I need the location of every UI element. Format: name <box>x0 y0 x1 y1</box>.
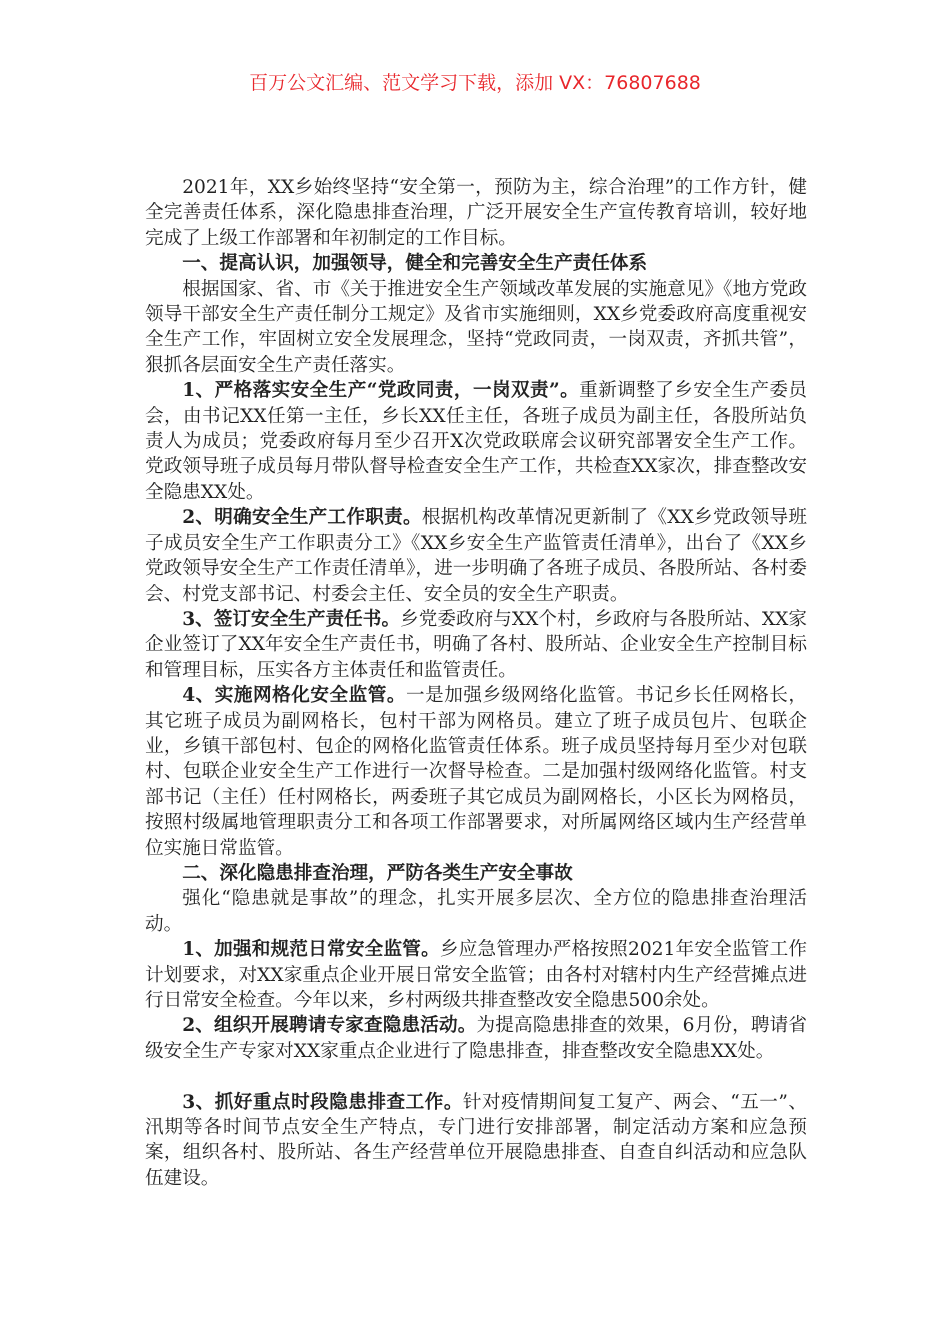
item-body: 针对疫情期间复工复产、两会、“五一”、汛期等各时间节点安全生产特点，专门进行安排部署，制定活动方案和应急预案，组织各村、股所站、各生产经营单位开展隐患排查、自查自纠活动和应急队伍建设。 <box>145 1091 807 1189</box>
intro-paragraph: 2021年，XX乡始终坚持“安全第一，预防为主，综合治理”的工作方针，健全完善责任体系，深化隐患排查治理，广泛开展安全生产宣传教育培训，较好地完成了上级工作部署和年初制定的工作目标。 <box>145 177 807 249</box>
section-2-item <box>145 1013 807 1064</box>
item-body: 为提高隐患排查的效果，6月份，聘请省级安全生产专家对XX家重点企业进行了隐患排查，排查整改安全隐患XX处。 <box>145 1015 807 1062</box>
item-lead: 2、组织开展聘请专家查隐患活动。 <box>182 1015 477 1037</box>
blank-line <box>145 1064 807 1089</box>
item-lead: 1、加强和规范日常安全监管。 <box>182 939 440 961</box>
item-lead: 2、明确安全生产工作职责。 <box>182 507 422 529</box>
item-body: 根据机构改革情况更新制了《XX乡党政领导班子成员安全生产工作职责分工》《XX乡安全生产监管责任清单》，出台了《XX乡党政领导安全生产工作责任清单》，进一步明确了各班子成员、各股所站、各村委会、村党支部书记、村委会主任、安全员的安全生产职责。 <box>145 507 807 605</box>
section-1-item <box>145 683 807 861</box>
item-body: 乡党委政府与XX个村，乡政府与各股所站、XX家企业签订了XX年安全生产责任书，明确了各村、股所站、企业安全生产控制目标和管理目标，压实各方主体责任和监管责任。 <box>145 608 807 681</box>
section-2-intro: 强化“隐患就是事故”的理念，扎实开展多层次、全方位的隐患排查治理活动。 <box>145 888 807 935</box>
item-body: 重新调整了乡安全生产委员会，由书记XX任第一主任，乡长XX任主任，各班子成员为副主任，各股所站负责人为成员；党委政府每月至少召开X次党政联席会议研究部署安全生产工作。党政领导班子成员每月带队督导检查安全生产工作，共检查XX家次，排查整改安全隐患XX处。 <box>145 380 807 503</box>
item-body: 一是加强乡级网络化监管。书记乡长任网格长，其它班子成员为副网格长，包村干部为网格员。建立了班子成员包片、包联企业，乡镇干部包村、包企的网格化监管责任体系。班子成员坚持每月至少对包联村、包联企业安全生产工作进行一次督导检查。二是加强村级网络化监管。村支部书记（主任）任村网格长，两委班子其它成员为副网格长，小区长为网格员，按照村级属地管理职责分工和各项工作部署要求，对所属网络区域内生产经营单位实施日常监管。 <box>145 685 807 859</box>
download-banner: 百万公文汇编、范文学习下载，添加 VX：76807688 <box>249 72 701 94</box>
section-1-item <box>145 607 807 683</box>
section-1-item <box>145 505 807 607</box>
item-body: 乡应急管理办严格按照2021年安全监管工作计划要求，对XX家重点企业开展日常安全监管；由各村对辖村内生产经营摊点进行日常安全检查。今年以来，乡村两级共排查整改安全隐患500余处。 <box>145 939 807 1011</box>
document-body <box>145 175 807 1191</box>
item-lead: 4、实施网格化安全监管。 <box>182 685 406 707</box>
section-1-item <box>145 378 807 505</box>
item-lead: 3、签订安全生产责任书。 <box>182 608 401 630</box>
section-2-item <box>145 1090 807 1192</box>
section-2-heading: 二、深化隐患排查治理，严防各类生产安全事故 <box>182 862 573 884</box>
section-2-item <box>145 937 807 1013</box>
section-1-heading: 一、提高认识，加强领导，健全和完善安全生产责任体系 <box>182 253 648 275</box>
section-1-intro: 根据国家、省、市《关于推进安全生产领域改革发展的实施意见》《地方党政领导干部安全生产责任制分工规定》及省市实施细则，XX乡党委政府高度重视安全生产工作，牢固树立安全发展理念，坚持“党政同责，一岗双责，齐抓共管”，狠抓各层面安全生产责任落实。 <box>145 278 807 376</box>
item-lead: 1、严格落实安全生产“党政同责，一岗双责”。 <box>182 380 580 402</box>
item-lead: 3、抓好重点时段隐患排查工作。 <box>182 1091 463 1113</box>
